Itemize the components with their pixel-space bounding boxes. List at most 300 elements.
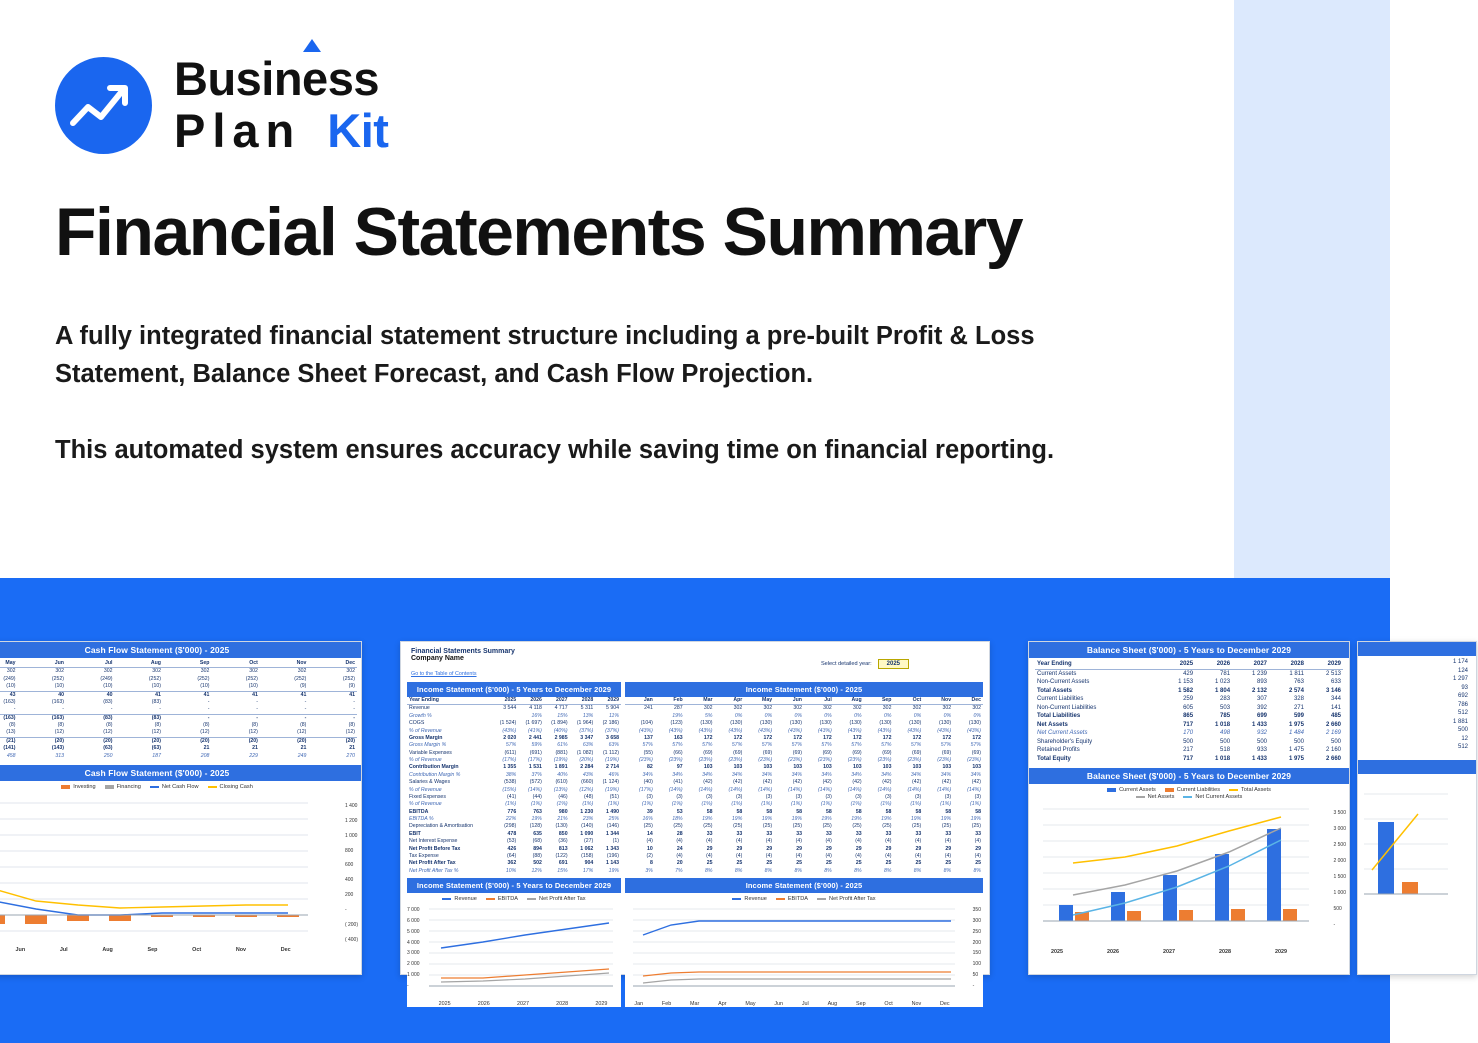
table-cell: (88): [532, 852, 542, 859]
table-cell: 1 531: [528, 764, 542, 771]
table-cell: 25: [915, 860, 922, 867]
table-cell: 1 143: [606, 860, 619, 867]
table-cell: 57%: [881, 742, 892, 749]
table-cell: (3): [795, 793, 802, 800]
table-cell: (1 524): [499, 720, 517, 727]
table-row: [407, 794, 621, 801]
table-cell: (196): [606, 852, 619, 859]
table-cell: 307: [1257, 696, 1268, 703]
table-cell: (130): [730, 720, 743, 727]
table-cell: 500: [1220, 738, 1231, 745]
table-cell: (14%): [788, 786, 802, 793]
table-cell: 8: [649, 860, 653, 867]
row-label: Net Interest Expense: [409, 838, 458, 845]
table-cell: 18%: [672, 816, 683, 822]
table-cell: 21%: [557, 816, 568, 822]
table-cell: (14%): [758, 786, 773, 793]
table-cell: 103: [882, 764, 892, 771]
table-cell: 141: [1330, 704, 1341, 711]
table-cell: 103: [733, 764, 743, 771]
table-cell: 2027: [544, 697, 570, 705]
brand-logo: [55, 52, 389, 157]
table-cell: [625, 713, 655, 720]
axis-tick: 1 500: [1333, 874, 1346, 881]
row-label: EBIT: [409, 830, 421, 837]
row-label: Net Profit After Tax: [409, 860, 456, 867]
table-cell: (41): [506, 793, 517, 800]
table-cell: 19%: [940, 816, 952, 822]
row-label: Gross Margin %: [409, 742, 447, 749]
table-cell: 34%: [761, 771, 773, 778]
table-cell: 605: [1183, 704, 1194, 711]
edge-plot: [1358, 774, 1478, 924]
table-row: (8) (8) (8) (8) (8) (8) (8) (8): [9, 722, 355, 728]
table-cell: 7%: [675, 867, 683, 874]
table-cell: 1 355: [503, 764, 517, 771]
table-cell: 500: [1457, 727, 1468, 734]
table-cell: 1 433: [1252, 721, 1268, 728]
table-row: [625, 838, 983, 845]
table-cell: 1 344: [606, 830, 619, 837]
table-cell: 392: [1257, 704, 1268, 711]
table-cell: 172: [852, 734, 862, 741]
table-cell: (41): [673, 779, 683, 786]
select-year-dropdown[interactable]: 2025: [878, 659, 909, 669]
table-cell: 82: [647, 764, 653, 771]
table-row: [407, 823, 621, 830]
edge-sheet[interactable]: [1357, 641, 1477, 975]
table-cell: 786: [1457, 701, 1468, 708]
balance-y-axis: [1333, 810, 1346, 928]
cash-flow-sheet[interactable]: [0, 641, 362, 975]
table-row: [1364, 709, 1470, 718]
table-cell: 498: [1220, 730, 1231, 737]
table-cell: 1 804: [1215, 687, 1231, 694]
table-cell: (146): [606, 823, 619, 830]
table-cell: (69): [822, 749, 832, 756]
table-cell: 932: [1257, 730, 1268, 737]
table-cell: (881): [555, 749, 568, 756]
table-cell: 302: [882, 705, 892, 712]
table-row: [407, 816, 621, 823]
table-cell: 1 153: [1178, 679, 1194, 686]
table-cell: (41%): [528, 727, 542, 734]
axis-tick: 2 000: [407, 961, 420, 968]
table-cell: (2): [646, 852, 653, 859]
table-row: [1035, 755, 1343, 764]
table-cell: 1 018: [1215, 721, 1231, 728]
table-cell: 2 574: [1288, 687, 1304, 694]
table-cell: 8%: [883, 867, 892, 874]
row-label: % of Revenue: [409, 786, 442, 793]
table-cell: 29: [826, 845, 832, 852]
table-cell: 699: [1257, 713, 1268, 720]
table-row: [1364, 743, 1470, 752]
table-cell: 2 660: [1325, 721, 1341, 728]
table-cell: (4): [765, 852, 773, 859]
table-cell: (130): [968, 720, 981, 727]
table-cell: 2025: [1158, 660, 1195, 669]
table-cell: 40%: [557, 771, 568, 778]
row-label: Tax Expense: [409, 852, 439, 859]
table-cell: 103: [852, 764, 862, 771]
table-cell: (43%): [502, 727, 517, 734]
table-row: [1035, 695, 1343, 704]
table-cell: 46%: [608, 771, 619, 778]
table-cell: 717: [1183, 721, 1194, 728]
table-cell: (42): [762, 779, 773, 786]
table-cell: (122): [555, 852, 568, 859]
table-cell: 1 891: [554, 764, 568, 771]
table-cell: (69): [912, 749, 922, 756]
table-cell: 8%: [824, 867, 832, 874]
table-cell: 271: [1293, 704, 1304, 711]
table-cell: (19%): [553, 757, 568, 763]
table-cell: 485: [1330, 713, 1341, 720]
table-cell: (4): [676, 852, 683, 859]
table-row: [1035, 687, 1343, 696]
axis-tick: Sep: [147, 946, 158, 953]
axis-tick: 4 000: [407, 939, 420, 946]
row-label: Total Liabilities: [1037, 713, 1081, 720]
table-cell: (48): [584, 793, 594, 800]
table-cell: (69): [792, 749, 802, 756]
table-cell: (3): [974, 793, 981, 800]
edge-sheet-title-bar: [1358, 642, 1476, 656]
axis-tick: 1 200: [344, 817, 358, 824]
table-cell: 691: [558, 860, 568, 867]
table-cell: 33: [796, 830, 802, 837]
table-cell: 500: [1293, 738, 1304, 745]
table-cell: 16%: [531, 712, 542, 719]
brand-name-line2: Plan: [174, 104, 302, 157]
income-5yr-chart: [407, 893, 621, 1007]
table-cell: 103: [942, 764, 952, 771]
table-cell: 8%: [973, 867, 981, 874]
table-cell: 172: [733, 734, 743, 741]
table-row: [625, 779, 983, 786]
balance-plot: [1029, 801, 1351, 943]
table-cell: 785: [1220, 713, 1231, 720]
table-cell: 19%: [531, 816, 542, 822]
table-row: [1035, 704, 1343, 713]
table-row: (163) (163) (83) (83) - - - -: [0, 714, 357, 722]
table-cell: (4): [885, 852, 892, 859]
axis-tick: 2 500: [1333, 842, 1346, 849]
table-cell: (130): [938, 720, 952, 727]
table-cell: 29: [855, 845, 862, 852]
table-cell: 241: [644, 705, 653, 712]
table-cell: 781: [1220, 670, 1231, 677]
axis-tick: -: [972, 982, 975, 989]
legend-label: Investing: [73, 783, 96, 790]
table-cell: 172: [763, 734, 773, 741]
table-cell: (25): [703, 823, 713, 830]
legend-label: Current Liabilities: [1176, 787, 1221, 794]
table-cell: 34%: [910, 771, 922, 778]
table-row: [407, 757, 621, 764]
table-cell: 13%: [582, 712, 594, 719]
income-statement-sheet[interactable]: [400, 641, 990, 1007]
table-row: - - - - - - - -: [13, 706, 355, 713]
table-cell: 763: [533, 808, 542, 815]
table-cell: 103: [972, 764, 981, 771]
table-cell: 28: [676, 830, 683, 837]
table-cell: (66): [673, 749, 683, 756]
income-right-table-title: Income Statement ($'000) - 2025: [625, 682, 983, 697]
table-cell: (43%): [728, 727, 743, 734]
table-cell: 850: [558, 830, 568, 837]
table-cell: 1 490: [606, 808, 619, 815]
table-cell: 25: [736, 860, 743, 867]
table-cell: (1%): [530, 801, 542, 808]
table-cell: 717: [1183, 755, 1194, 762]
axis-tick: Dec: [280, 946, 291, 953]
table-cell: (42): [882, 779, 892, 786]
table-cell: (40): [643, 779, 653, 786]
table-cell: 34%: [672, 771, 683, 778]
legend-label: Financing: [116, 783, 141, 790]
table-cell: (3): [885, 793, 892, 800]
legend-label: Revenue: [744, 896, 767, 902]
table-cell: 172: [882, 734, 892, 741]
table-cell: (43%): [758, 727, 773, 734]
table-cell: 2 985: [554, 734, 568, 741]
table-cell: (51): [609, 793, 619, 800]
table-cell: (25): [762, 823, 773, 830]
brand-name-line1: Business: [174, 52, 379, 105]
axis-tick: Jun: [774, 1001, 784, 1007]
table-cell: 16%: [642, 816, 653, 822]
table-cell: (1%): [671, 801, 683, 808]
table-cell: 103: [823, 764, 832, 771]
table-cell: (2 186): [602, 720, 619, 727]
table-cell: (691): [529, 749, 542, 756]
table-cell: 57%: [731, 742, 743, 749]
axis-tick: Aug: [102, 946, 113, 953]
table-cell: 57%: [702, 742, 713, 749]
table-cell: [493, 713, 519, 720]
table-cell: (14%): [817, 786, 832, 793]
table-cell: (1 964): [576, 720, 594, 727]
table-cell: (46): [558, 793, 568, 800]
table-cell: (53): [506, 838, 517, 845]
table-cell: (69): [733, 749, 743, 756]
balance-sheet-table: [1035, 660, 1343, 763]
table-cell: 287: [674, 705, 683, 712]
table-cell: 2026: [1195, 660, 1232, 669]
table-cell: 865: [1183, 713, 1194, 720]
row-label: % of Revenue: [409, 727, 442, 734]
table-cell: (660): [581, 779, 594, 786]
row-label: Year Ending: [1035, 660, 1158, 669]
table-cell: 57%: [970, 742, 981, 749]
table-cell: (4): [944, 852, 952, 859]
table-cell: 58: [855, 808, 862, 815]
table-cell: 3 658: [606, 734, 619, 741]
table-row: [1035, 712, 1343, 721]
table-cell: (25): [971, 823, 981, 830]
axis-tick: -: [344, 907, 347, 913]
axis-tick: 100: [972, 961, 981, 968]
row-label: Fixed Expenses: [409, 793, 446, 800]
table-cell: (130): [909, 720, 922, 727]
row-label: Net Current Assets: [1037, 730, 1088, 737]
table-cell: 8%: [854, 867, 862, 874]
table-cell: 57%: [642, 742, 653, 749]
axis-tick: 300: [972, 917, 981, 924]
axis-tick: 7 000: [407, 907, 420, 913]
row-label: Depreciation & Amortisation: [409, 823, 474, 830]
table-cell: (611): [504, 749, 517, 756]
table-cell: 59%: [531, 742, 542, 749]
table-cell: 5%: [704, 712, 713, 719]
table-cell: 5 311: [580, 705, 594, 712]
table-cell: 103: [763, 764, 773, 771]
table-cell: (1%): [761, 801, 773, 808]
table-cell: 17%: [582, 867, 594, 874]
table-row: (21) (20) (20) (20) (20) (20) (20) (20): [0, 737, 357, 745]
table-cell: 33: [945, 830, 952, 837]
table-cell: 57%: [505, 742, 517, 749]
table-row: [1035, 678, 1343, 687]
table-cell: (4): [974, 852, 981, 859]
income-5yr-legend: [407, 893, 621, 903]
table-cell: 1 582: [1178, 687, 1194, 694]
table-cell: 8%: [794, 867, 802, 874]
table-cell: 25: [855, 860, 862, 867]
row-label: % of Revenue: [409, 801, 442, 808]
table-cell: (23%): [847, 757, 862, 763]
table-cell: 39: [647, 808, 653, 815]
table-cell: 0%: [913, 712, 922, 719]
table-cell: (4): [825, 852, 832, 859]
table-row: [625, 750, 983, 757]
table-cell: (42): [852, 779, 862, 786]
cash-flow-y-axis: [345, 803, 358, 943]
table-row: (10) (10) (10) (10) (10) (10) (9) (9): [6, 683, 355, 690]
table-cell: (4): [706, 852, 713, 859]
axis-tick: Sep: [855, 1001, 866, 1007]
table-cell: 19%: [970, 816, 981, 822]
table-cell: 58: [706, 808, 713, 815]
legend-label: Net Cash Flow: [161, 783, 199, 790]
table-cell: (3): [646, 793, 653, 800]
table-cell: 97: [676, 764, 683, 771]
upward-trend-arrow-icon: [55, 57, 152, 154]
table-row: [625, 697, 983, 705]
table-cell: 34%: [731, 771, 743, 778]
table-cell: (20%): [579, 757, 594, 763]
table-cell: 2026: [518, 697, 544, 705]
table-cell: 1 881: [1452, 718, 1468, 725]
income-monthly-legend: [625, 893, 983, 903]
table-cell: (3): [676, 793, 683, 800]
table-cell: 172: [912, 734, 922, 741]
axis-tick: 50: [972, 972, 979, 979]
table-cell: 1 230: [580, 808, 594, 815]
legend-label: Revenue: [454, 896, 477, 902]
table-of-contents-link[interactable]: Go to the Table of Contents: [411, 671, 477, 677]
row-label: Net Profit Before Tax: [409, 845, 461, 852]
table-cell: Sep: [864, 697, 894, 705]
table-cell: (25): [822, 823, 832, 830]
table-cell: 344: [1330, 696, 1341, 703]
row-label: Retained Profits: [1037, 747, 1080, 754]
table-cell: 8%: [943, 867, 952, 874]
table-cell: 19%: [910, 816, 922, 822]
table-cell: (23%): [877, 757, 892, 763]
table-cell: (1%): [880, 801, 892, 808]
table-cell: 2 714: [606, 764, 619, 771]
table-cell: 33: [885, 830, 892, 837]
axis-tick: Oct: [192, 946, 202, 953]
table-row: [407, 728, 621, 735]
table-cell: 362: [507, 860, 517, 867]
table-row: [625, 757, 983, 764]
balance-sheet-chart: [1029, 784, 1349, 974]
table-cell: 302: [823, 705, 832, 712]
income-doc-title: Financial Statements Summary: [411, 648, 515, 655]
axis-tick: 1 400: [344, 802, 358, 809]
table-cell: 19%: [821, 816, 832, 822]
legend-label: EBITDA: [787, 896, 809, 902]
table-cell: 1 811: [1289, 670, 1304, 677]
table-cell: (43%): [877, 727, 892, 734]
table-cell: 25%: [608, 816, 619, 822]
balance-sheet-sheet[interactable]: [1028, 641, 1350, 975]
table-cell: (25): [852, 823, 862, 830]
table-cell: 776: [507, 808, 517, 815]
table-cell: (23%): [788, 757, 802, 763]
table-cell: 500: [1183, 738, 1194, 745]
table-cell: May: [744, 697, 774, 705]
row-label: Total Assets: [1037, 687, 1073, 694]
table-cell: (4): [855, 838, 862, 845]
table-cell: 33: [766, 830, 773, 837]
row-label: Total Equity: [1037, 755, 1071, 762]
cash-flow-table-title: Cash Flow Statement ($'000) - 2025: [0, 642, 361, 658]
table-row: [625, 742, 983, 749]
table-cell: 24: [676, 845, 683, 852]
table-cell: 1 062: [580, 845, 594, 852]
table-cell: 22%: [505, 816, 517, 822]
table-cell: (42): [971, 779, 981, 786]
table-cell: 137: [644, 734, 653, 741]
table-cell: 1 475: [1288, 747, 1304, 754]
income-5yr-plot: [407, 903, 621, 995]
axis-tick: 350: [972, 907, 981, 913]
table-cell: (69): [852, 749, 862, 756]
table-cell: 58: [766, 808, 773, 815]
table-cell: 1 484: [1288, 730, 1304, 737]
table-row: [625, 823, 983, 830]
table-cell: 1 297: [1452, 676, 1468, 683]
table-cell: (55): [643, 749, 653, 756]
table-cell: 19%: [761, 816, 773, 822]
table-cell: (23%): [907, 757, 922, 763]
axis-tick: Jul: [59, 946, 68, 953]
table-cell: (1 894): [551, 720, 568, 727]
table-cell: (23%): [937, 757, 952, 763]
row-label: Growth %: [409, 712, 432, 719]
company-name-label: Company Name: [411, 655, 464, 662]
table-cell: (4): [944, 838, 952, 845]
table-cell: 512: [1457, 744, 1468, 751]
table-cell: 33: [706, 830, 713, 837]
table-row: [625, 735, 983, 742]
table-cell: 19%: [608, 867, 619, 874]
